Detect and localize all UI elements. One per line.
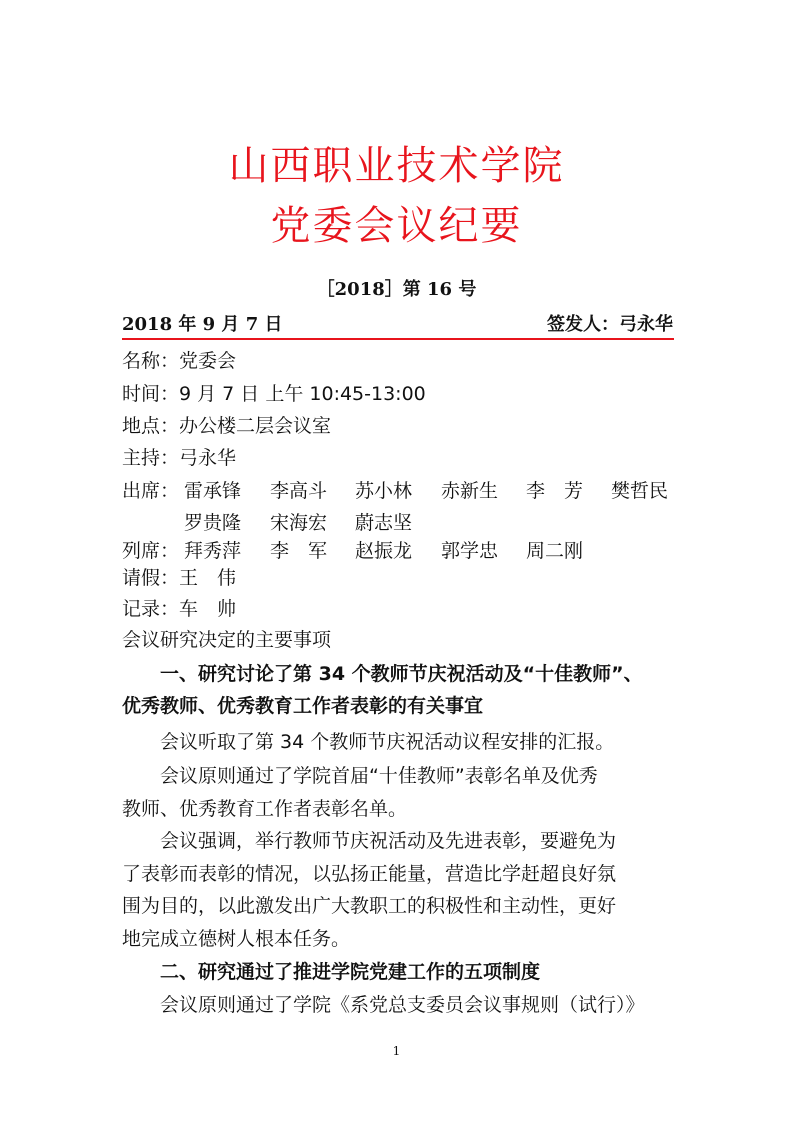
attendee: 苏小林 (355, 480, 413, 502)
meeting-name-row (122, 346, 236, 373)
attendee: 李高斗 (270, 480, 328, 502)
paragraph-1: 会议听取了第 34 个教师节庆祝活动议程安排的汇报。 (160, 731, 615, 753)
red-divider (122, 338, 674, 340)
observer: 李 军 (270, 540, 328, 562)
name-value: 党委会 (179, 350, 237, 372)
meeting-place-row (122, 411, 331, 438)
document-title-line1: 山西职业技术学院 (228, 143, 565, 189)
page-number: 1 (392, 1044, 401, 1058)
main-heading: 会议研究决定的主要事项 (122, 629, 332, 651)
leave-row (122, 563, 236, 590)
paragraph-4: 会议原则通过了学院《系党总支委员会议事规则（试行）》 (160, 994, 645, 1016)
attendee: 蔚志坚 (355, 512, 413, 534)
host-value: 弓永华 (179, 447, 237, 469)
place-label: 地点： (122, 415, 180, 437)
record-label: 记录： (122, 598, 180, 620)
observer: 赵振龙 (355, 540, 413, 562)
host-label: 主持： (122, 447, 180, 469)
attendee: 雷承锋 (184, 480, 242, 502)
observer: 周二刚 (526, 540, 584, 562)
leave-label: 请假： (122, 567, 180, 589)
document-date: 2018 年 9 月 7 日 (122, 314, 283, 335)
document-number: ［2018］第 16 号 (316, 279, 477, 300)
paragraph-2-line2: 教师、优秀教育工作者表彰名单。 (122, 798, 408, 820)
section1-heading-line1: 一、研究讨论了第 34 个教师节庆祝活动及“十佳教师”、 (160, 663, 643, 685)
time-value: 9 月 7 日 上午 10:45-13:00 (179, 383, 426, 405)
paragraph-3-line3: 围为目的，以此激发出广大教职工的积极性和主动性，更好 (122, 895, 617, 917)
section2-heading: 二、研究通过了推进学院党建工作的五项制度 (160, 961, 541, 983)
leave-value: 王 伟 (179, 567, 237, 589)
paragraph-3-line4: 地完成立德树人根本任务。 (122, 928, 351, 950)
attendee: 李 芳 (526, 480, 584, 502)
attend-label: 出席： (122, 480, 180, 502)
observer-label: 列席： (122, 540, 180, 562)
observer: 郭学忠 (441, 540, 499, 562)
attendee: 赤新生 (441, 480, 499, 502)
signer: 签发人：弓永华 (547, 314, 673, 335)
place-value: 办公楼二层会议室 (179, 415, 332, 437)
record-value: 车 帅 (179, 598, 237, 620)
name-label: 名称： (122, 350, 180, 372)
attendee: 罗贵隆 (184, 512, 242, 534)
section1-heading-line2: 优秀教师、优秀教育工作者表彰的有关事宜 (122, 695, 484, 717)
paragraph-3-line1: 会议强调，举行教师节庆祝活动及先进表彰，要避免为 (160, 830, 617, 852)
document-title-line2: 党委会议纪要 (270, 203, 523, 249)
attendee: 樊哲民 (611, 480, 669, 502)
time-label: 时间： (122, 383, 180, 405)
attendee: 宋海宏 (270, 512, 328, 534)
paragraph-2-line1: 会议原则通过了学院首届“十佳教师”表彰名单及优秀 (160, 765, 598, 787)
paragraph-3-line2: 了表彰而表彰的情况，以弘扬正能量，营造比学赶超良好氛 (122, 863, 617, 885)
record-row (122, 594, 236, 621)
meeting-time-row (122, 379, 426, 406)
observer: 拜秀萍 (184, 540, 242, 562)
meeting-host-row (122, 443, 236, 470)
